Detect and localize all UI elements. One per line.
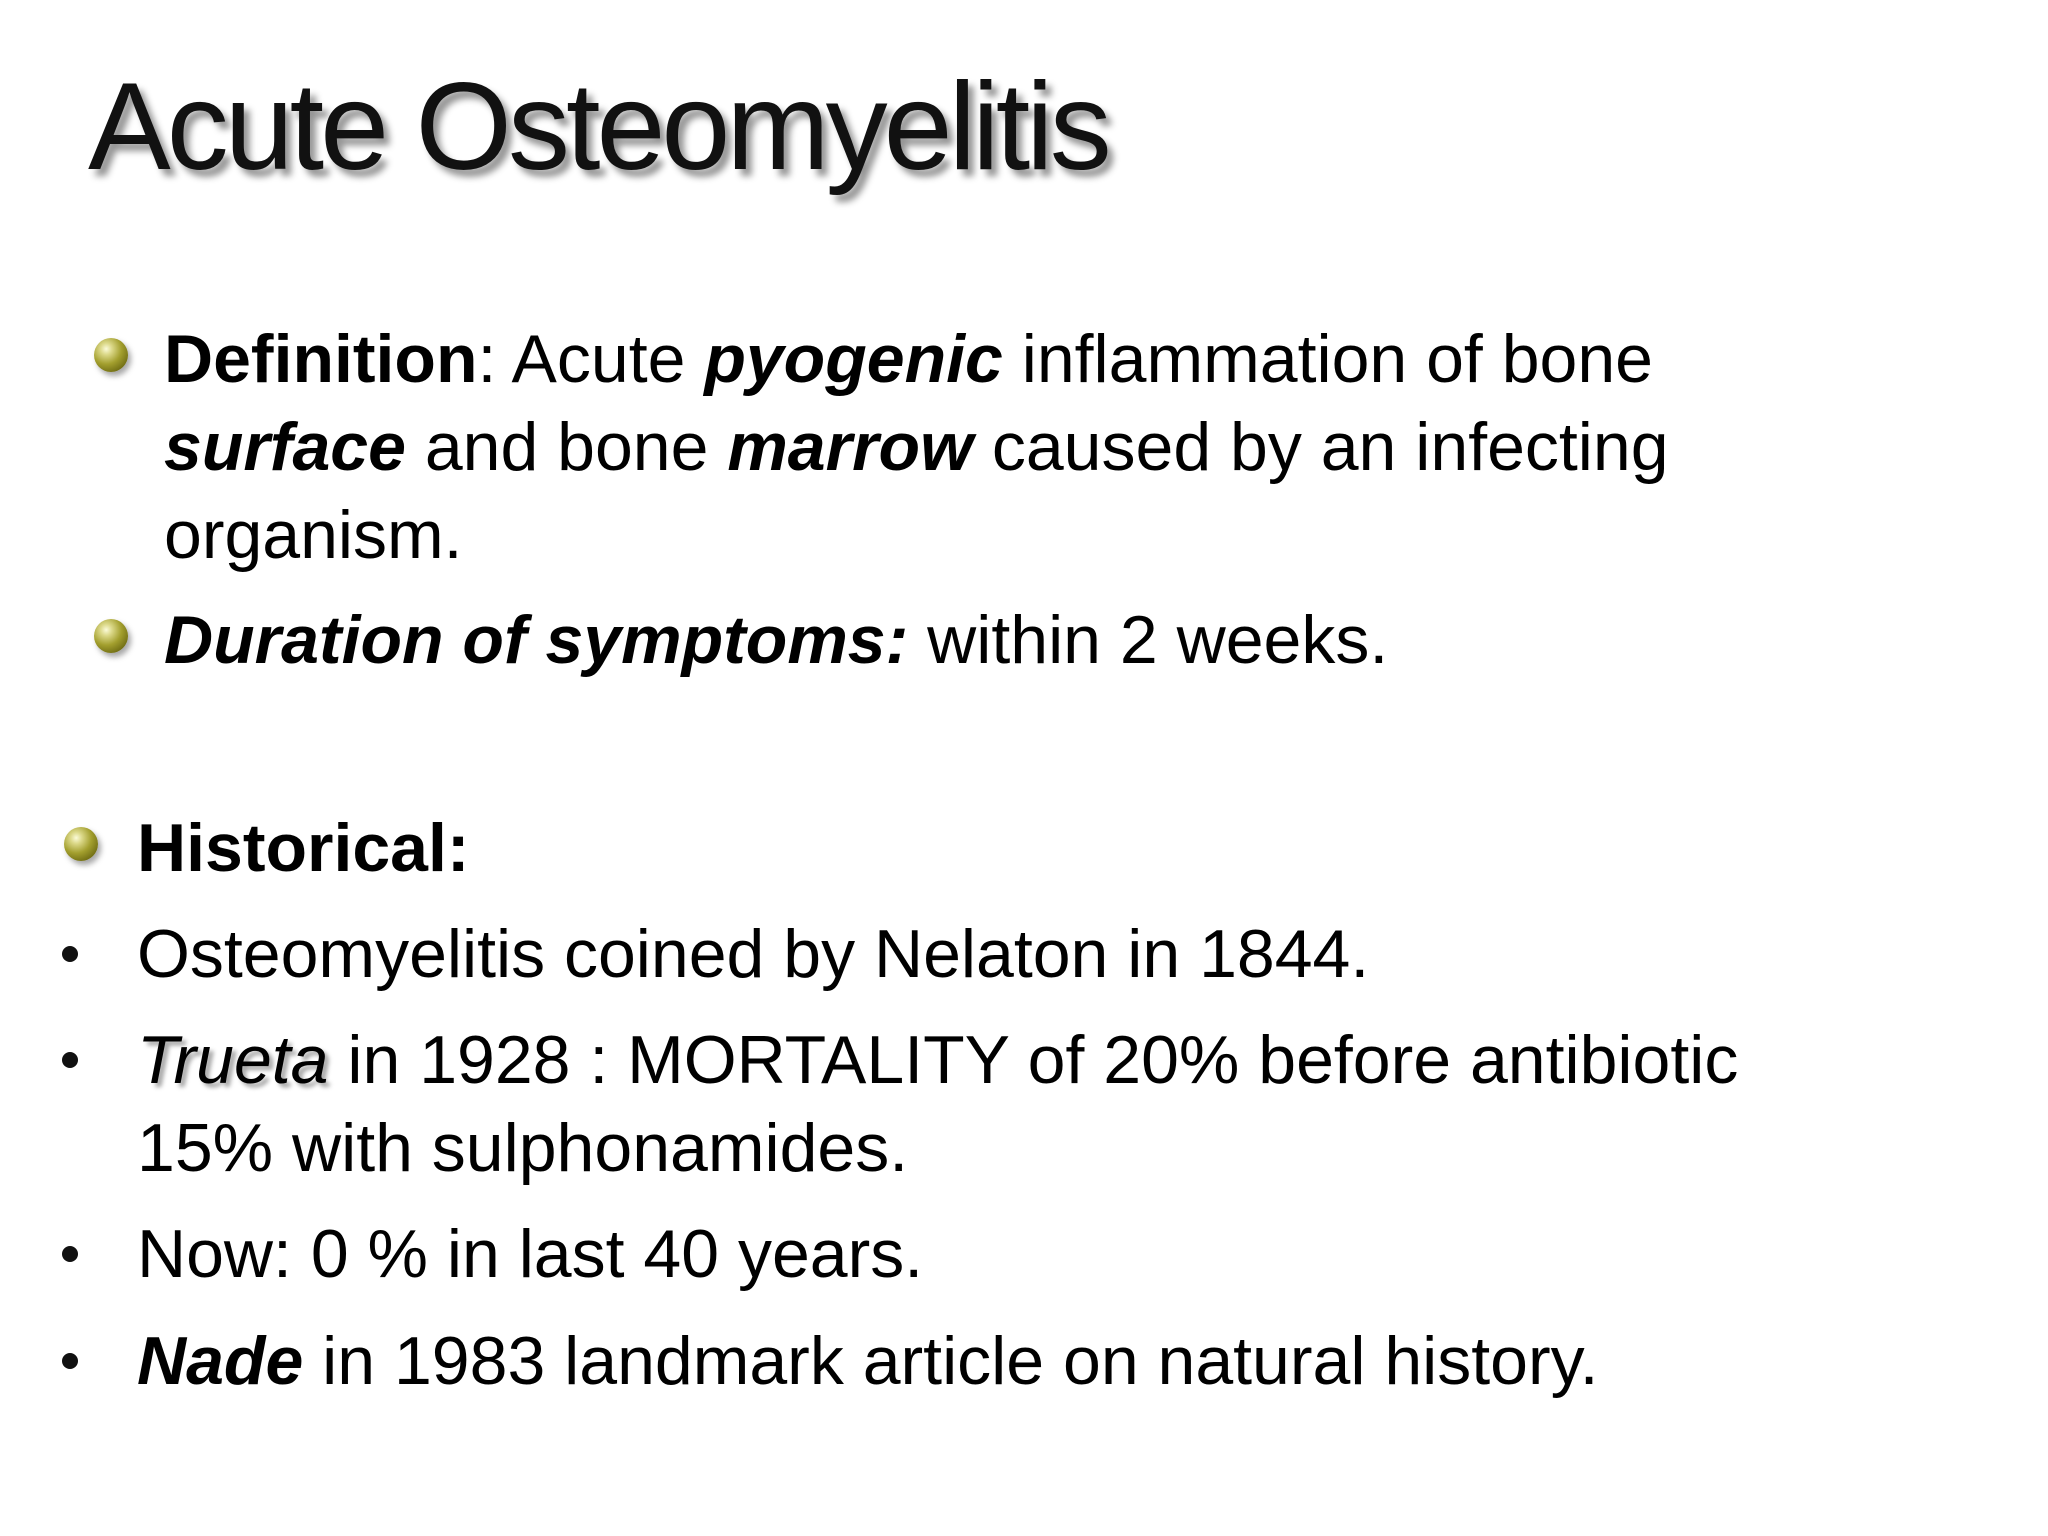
bullet-orb-icon (94, 619, 128, 653)
bullet-dot-icon (62, 1246, 78, 1262)
history-item-1-text: Osteomyelitis coined by Nelaton in 1844. (137, 916, 1370, 992)
slide-title: Acute Osteomyelitis (88, 58, 1108, 196)
history-item-4-text: in 1983 landmark article on natural history. (303, 1323, 1599, 1399)
history-item-4-name: Nade (137, 1323, 304, 1399)
definition-marrow: marrow (727, 409, 973, 485)
bullet-dot-icon (62, 1052, 78, 1068)
historical-label: Historical: (137, 810, 470, 886)
bullet-dot-icon (62, 946, 78, 962)
definition-pyogenic: pyogenic (704, 321, 1003, 397)
duration-text: within 2 weeks. (908, 602, 1389, 678)
definition-surface: surface (164, 409, 406, 485)
duration-label: Duration of symptoms: (164, 602, 909, 678)
definition-text3: caused by an infecting (972, 409, 1669, 485)
history-item-2-text: in 1928 : MORTALITY of 20% before antibiotic (328, 1022, 1739, 1098)
history-item-2-text2: 15% with sulphonamides. (137, 1110, 909, 1186)
definition-colon: : Acute (477, 321, 705, 397)
history-item-3-text: Now: 0 % in last 40 years. (137, 1216, 924, 1292)
definition-text1: inflammation of bone (1002, 321, 1653, 397)
definition-text4: organism. (164, 497, 463, 573)
bullet-dot-icon (62, 1353, 78, 1369)
bullet-orb-icon (64, 827, 98, 861)
definition-text2: and bone (405, 409, 728, 485)
history-item-2-name: Trueta (137, 1022, 329, 1098)
definition-label: Definition (164, 321, 478, 397)
bullet-orb-icon (94, 338, 128, 372)
